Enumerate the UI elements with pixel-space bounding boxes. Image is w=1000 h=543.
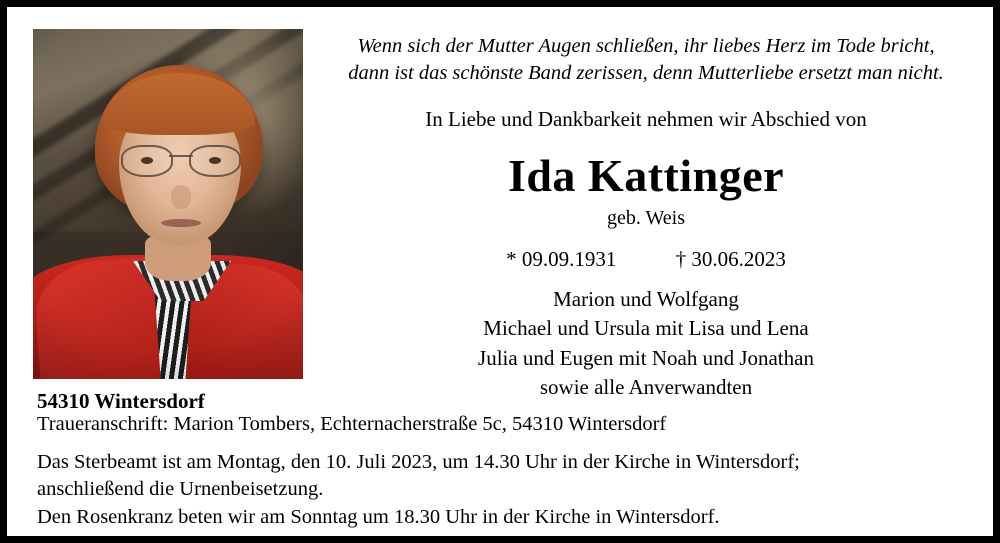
verse-line-1: Wenn sich der Mutter Augen schließen, ihr liebes Herz im Tode bricht, [357, 35, 935, 57]
place-line: 54310 Wintersdorf [37, 389, 205, 413]
portrait-photo [33, 29, 303, 379]
memorial-verse [313, 33, 979, 86]
mourning-address: Traueranschrift: Marion Tombers, Echternacherstraße 5c, 54310 Wintersdorf [37, 413, 667, 435]
photo-vignette [33, 29, 303, 379]
verse-line-2: dann ist das schönste Band zerissen, denn Mutterliebe ersetzt man nicht. [348, 61, 944, 84]
mourner-line: Michael und Ursula mit Lisa und Lena [483, 316, 809, 341]
maiden-name: geb. Weis [606, 207, 685, 229]
mourner-line: sowie alle Anverwandten [539, 375, 753, 400]
mourner-line: Julia und Eugen mit Noah und Jonathan [478, 345, 814, 370]
photo-background [33, 29, 303, 379]
death-date: † 30.06.2023 [675, 247, 786, 271]
service-line-1: Das Sterbeamt ist am Montag, den 10. Juli 2023, um 14.30 Uhr in der Kirche in Wintersdorf; [37, 451, 800, 473]
obituary-inner [7, 7, 993, 536]
mourner-line: Marion und Wolfgang [553, 287, 739, 311]
intro-text: In Liebe und Dankbarkeit nehmen wir Abschied von [425, 107, 867, 131]
birth-date: * 09.09.1931 [506, 247, 617, 271]
service-line-2: anschließend die Urnenbeisetzung. [37, 478, 324, 501]
service-line-3: Den Rosenkranz beten wir am Sonntag um 18.30 Uhr in der Kirche in Wintersdorf. [37, 505, 720, 528]
mourners-list [313, 285, 979, 403]
deceased-name: Ida Kattinger [507, 150, 785, 201]
life-dates [313, 247, 979, 272]
service-details [37, 449, 977, 531]
